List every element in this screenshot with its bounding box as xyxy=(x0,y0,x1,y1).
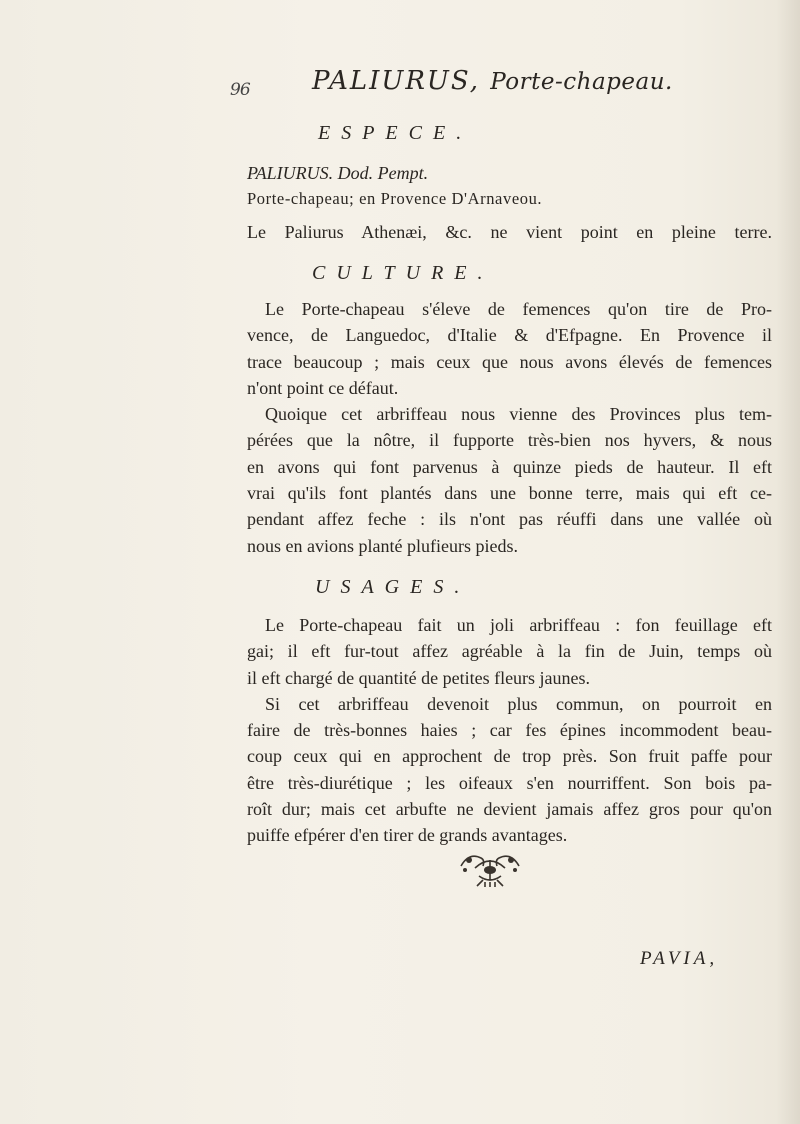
culture-line: n'ont point ce défaut. xyxy=(247,377,399,398)
usages-line: il eft chargé de quantité de petites fleurs jaunes. xyxy=(247,667,591,688)
usages-line: être très-diurétique ; les oifeaux s'en nourriffent. Son bois pa- xyxy=(247,772,772,793)
usages-line: puiffe efpérer d'en tirer de grands avantages. xyxy=(247,825,568,846)
usages-block xyxy=(247,612,772,849)
espece-line-1: PALIURUS. Dod. Pempt. xyxy=(247,163,429,183)
usages-line: Le Porte-chapeau fait un joli arbriffeau : fon feuillage eft xyxy=(265,615,772,635)
heading-espece: ESPECE. xyxy=(318,122,473,144)
usages-line: gai; il eft fur-tout affez agréable à la fin de Juin, temps où xyxy=(247,641,772,662)
culture-line: vrai qu'ils font plantés dans une bonne terre, mais qui eft ce- xyxy=(247,483,772,504)
usages-line: Si cet arbriffeau devenoit plus commun, on pourroit en xyxy=(265,693,772,714)
running-head-subtitle: Porte-chapeau. xyxy=(490,69,673,95)
usages-line: faire de très-bonnes haies ; car fes épines incommodent beau- xyxy=(247,720,772,741)
espece-block xyxy=(247,160,772,245)
culture-line: pérées que la nôtre, il fupporte très-bien nos hyvers, & nous xyxy=(247,430,772,451)
espece-line-3: Le Paliurus Athenæi, &c. ne vient point en pleine terre. xyxy=(247,221,772,242)
page-number: 96 xyxy=(230,80,250,100)
culture-line: en avons qui font parvenus à quinze pieds de hauteur. Il eft xyxy=(247,456,772,477)
culture-line: Le Porte-chapeau s'éleve de femences qu'on tire de Pro- xyxy=(265,299,772,319)
heading-usages: USAGES. xyxy=(315,576,471,598)
page-edge-shadow xyxy=(776,0,800,1124)
culture-line: Quoique cet arbriffeau nous vienne des Provinces plus tem- xyxy=(265,404,772,425)
printers-ornament-icon xyxy=(455,846,525,888)
page-header xyxy=(230,66,740,106)
culture-line: trace beaucoup ; mais ceux que nous avons élevés de femences xyxy=(247,351,772,372)
culture-block xyxy=(247,296,772,559)
catchword: PAVIA, xyxy=(640,948,719,969)
heading-culture: CULTURE. xyxy=(312,262,494,284)
culture-line: nous en avions planté plufieurs pieds. xyxy=(247,535,518,556)
espece-line-2: Porte-chapeau; en Provence D'Arnaveou. xyxy=(247,189,543,209)
culture-line: vence, de Languedoc, d'Italie & d'Efpagne. En Provence il xyxy=(247,325,772,346)
culture-line: pendant affez feche : ils n'ont pas réuffi dans une vallée où xyxy=(247,509,772,530)
usages-line: roît dur; mais cet arbufte ne devient jamais affez gros pour qu'on xyxy=(247,799,772,820)
running-head-title: PALIURUS xyxy=(312,66,470,96)
running-head: PALIURUS, Porte-chapeau. xyxy=(312,66,673,96)
usages-line: coup ceux qui en approchent de trop près. Son fruit paffe pour xyxy=(247,746,772,767)
